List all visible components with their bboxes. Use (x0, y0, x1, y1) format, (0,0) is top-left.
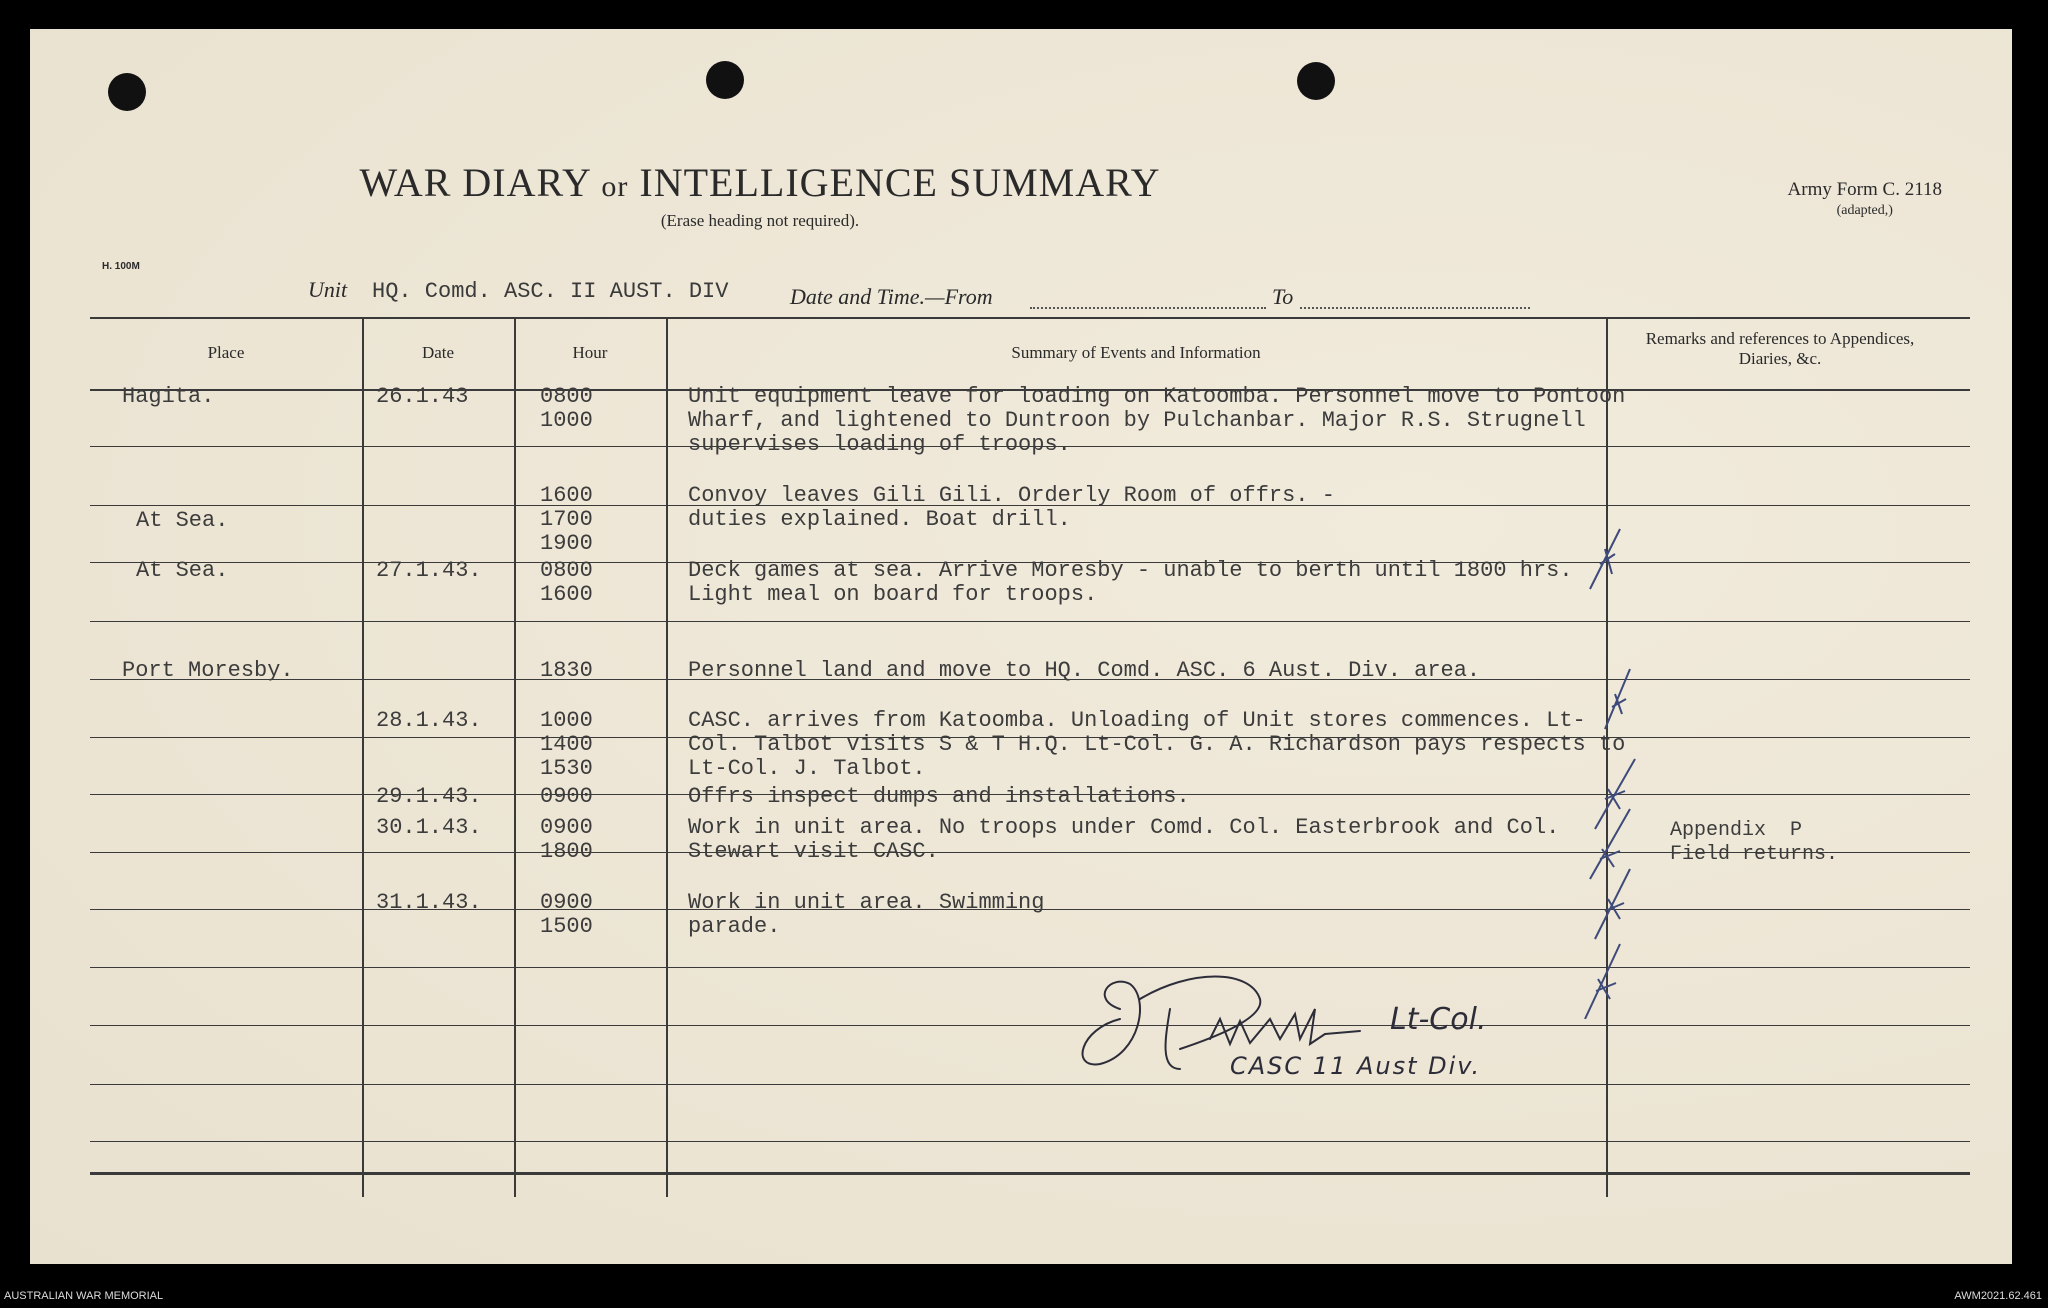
entry-summary: Unit equipment leave for loading on Katoomba. Personnel move to Pontoon Wharf, and lightened to Duntroon by Pulchanbar. Major R.S. Strugnell supervises loading of troops. (688, 384, 1626, 457)
row-rule (90, 967, 1970, 968)
entry-place: At Sea. (136, 558, 229, 583)
entry-hours: 0800 1000 (540, 384, 593, 433)
to-dotted-line (1300, 307, 1530, 309)
entry-summary: Convoy leaves Gili Gili. Orderly Room of offrs. - duties explained. Boat drill. (688, 483, 1335, 532)
entry-remarks: Appendix P Field returns. (1670, 819, 1839, 866)
form-title (30, 159, 1490, 206)
entry-hours: 1830 (540, 658, 593, 683)
title-left: WAR DIARY (359, 160, 591, 205)
entry-hours: 1000 1400 1530 (540, 708, 593, 781)
entry-place: Port Moresby. (122, 658, 294, 683)
entry-date: 29.1.43. (376, 784, 482, 809)
entry-date: 27.1.43. (376, 558, 482, 583)
diary-sheet (30, 29, 2012, 1264)
signature (1060, 959, 1560, 1089)
signature-unit: CASC 11 Aust Div. (1230, 1052, 1482, 1080)
column-header-summary: Summary of Events and Information (1011, 343, 1261, 362)
column-header-place: Place (207, 343, 245, 362)
row-rule (90, 1084, 1970, 1085)
title-or: or (601, 170, 629, 203)
punch-hole (108, 73, 146, 111)
entry-hours: 0900 (540, 784, 593, 809)
punch-hole (706, 61, 744, 99)
entry-hours: 0800 1600 (540, 558, 593, 607)
entry-date: 26.1.43 (376, 384, 469, 409)
print-code: H. 100M (102, 261, 140, 272)
footer-right: AWM2021.62.461 (1954, 1290, 2042, 1302)
initial-marks (1550, 499, 1660, 1019)
row-rule (90, 621, 1970, 622)
column-divider (514, 317, 516, 1197)
title-right: INTELLIGENCE SUMMARY (639, 160, 1161, 205)
column-header-remarks: Remarks and references to Appendices, Diaries, &c. (1645, 329, 1915, 368)
table-bottom-rule (90, 1172, 1970, 1175)
unit-label: Unit (308, 277, 348, 302)
column-header-date: Date (421, 343, 455, 362)
column-divider (666, 317, 668, 1197)
entry-summary: Personnel land and move to HQ. Comd. ASC. 6 Aust. Div. area. (688, 658, 1481, 683)
table-top-rule (90, 317, 1970, 319)
entry-hours: 0900 1800 (540, 815, 593, 864)
footer-left: AUSTRALIAN WAR MEMORIAL (4, 1290, 164, 1302)
entry-hours: 0900 1500 (540, 890, 593, 939)
column-divider (362, 317, 364, 1197)
entry-date: 28.1.43. (376, 708, 482, 733)
entry-date: 30.1.43. (376, 815, 482, 840)
entry-place: Hagita. (122, 384, 215, 409)
from-dotted-line (1030, 307, 1266, 309)
column-header-hour: Hour (572, 343, 608, 362)
signature-rank: Lt-Col. (1390, 1002, 1487, 1037)
entry-summary: Deck games at sea. Arrive Moresby - unable to berth until 1800 hrs. Light meal on board for troops. (688, 558, 1573, 607)
entry-summary: Work in unit area. Swimming parade. (688, 890, 1045, 939)
form-subheading: (Erase heading not required). (660, 211, 860, 230)
entry-hours: 1600 1700 1900 (540, 483, 593, 556)
row-rule (90, 1141, 1970, 1142)
entry-summary: CASC. arrives from Katoomba. Unloading of Unit stores commences. Lt-Col. Talbot visits S & T H.Q. Lt-Col. G. A. Richardson pays respects to Lt-Col. J. Talbot. (688, 708, 1626, 781)
row-rule (90, 1025, 1970, 1026)
entry-summary: Offrs inspect dumps and installations. (688, 784, 1190, 809)
army-form-adapted: (adapted,) (1836, 203, 1893, 218)
army-form-number (1788, 179, 1942, 219)
date-time-from-label: Date and Time.—From (790, 284, 993, 309)
entry-summary: Work in unit area. No troops under Comd. Col. Easterbrook and Col. Stewart visit CASC. (688, 815, 1560, 864)
entry-place: At Sea. (136, 508, 229, 533)
army-form-label: Army Form C. 2118 (1787, 179, 1942, 200)
to-label: To (1272, 284, 1294, 309)
entry-date: 31.1.43. (376, 890, 482, 915)
punch-hole (1297, 62, 1335, 100)
unit-value: HQ. Comd. ASC. II AUST. DIV (372, 279, 729, 304)
